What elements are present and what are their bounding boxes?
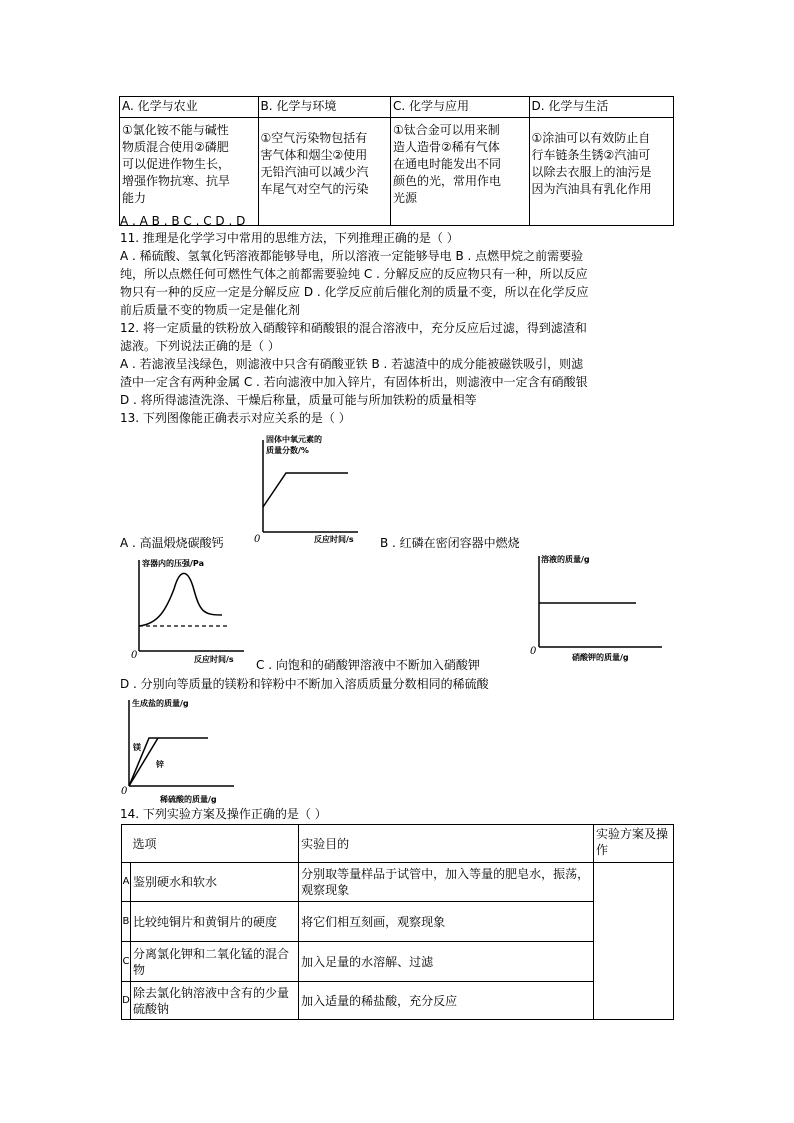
q13-option-b: B . 红磷在密闭容器中燃烧 xyxy=(380,536,520,550)
y-axis-label: 质量分数/% xyxy=(266,446,309,455)
cell-line: 行车链条生锈②汽油可 xyxy=(531,148,651,162)
q14-stem: 14. 下列实验方案及操作正确的是（ ） xyxy=(120,807,327,821)
cell-line: 以除去衣服上的油污是 xyxy=(531,165,652,179)
q11-text: 物只有一种的反应一定是分解反应 D . 化学反应前后催化剂的质量不变，所以在化学反应 xyxy=(120,285,589,299)
y-axis-label: 固体中氧元素的 xyxy=(266,435,322,444)
x-axis-label: 硝酸钾的质量/g xyxy=(572,653,629,662)
origin-label: 0 xyxy=(131,650,138,661)
graph-salt-mass xyxy=(120,694,240,806)
graph-pressure xyxy=(128,554,250,666)
q13-option-d: D . 分别向等质量的镁粉和锌粉中不断加入溶质质量分数相同的稀硫酸 xyxy=(120,677,489,691)
q12-stem: 12. 将一定质量的铁粉放入硝酸锌和硝酸银的混合溶液中，充分反应后过滤，得到滤渣和 xyxy=(120,321,587,335)
x-axis-label: 稀硫酸的质量/g xyxy=(160,795,217,804)
row-label: D xyxy=(122,982,131,1020)
x-axis-label: 反应时间/s xyxy=(314,535,354,544)
row-label: A xyxy=(122,863,131,902)
cell-line: 能力 xyxy=(122,191,147,205)
header-life: D. 化学与生活 xyxy=(529,97,673,118)
y-axis-label: 生成盐的质量/g xyxy=(132,699,189,708)
q11-text: 纯，所以点燃任何可燃性气体之前都需要验纯 C . 分解反应的反应物只有一种，所以反应 xyxy=(120,267,588,281)
cell-line: 害气体和烟尘②使用 xyxy=(260,148,368,162)
cell-line: ①空气污染物包括有 xyxy=(260,131,368,145)
q13-stem: 13. 下列图像能正确表示对应关系的是（ ） xyxy=(120,411,351,425)
cell-line: 车尾气对空气的污染 xyxy=(260,182,369,196)
row-label: B xyxy=(122,902,131,942)
q10-options: A . A B . B C . C D . D xyxy=(120,214,246,228)
cell-line: 因为汽油具有乳化作用 xyxy=(531,182,652,196)
options-table xyxy=(119,96,674,226)
cell-agriculture xyxy=(120,118,259,226)
method-cell-empty xyxy=(593,863,673,1020)
cell-line: 造人造骨②稀有气体 xyxy=(393,140,500,154)
cell-line: 在通电时能发出不同 xyxy=(393,157,502,171)
x-axis-label: 反应时间/s xyxy=(194,655,234,664)
cell-line: ①涂油可以有效防止自 xyxy=(531,131,651,145)
cell-line: 无铅汽油可以减少汽 xyxy=(260,165,369,179)
y-axis-label: 溶液的质量/g xyxy=(541,555,590,564)
magnesium-label: 镁 xyxy=(133,743,141,752)
header-purpose: 实验目的 xyxy=(299,825,594,863)
cell-line: 增强作物抗寒、抗旱 xyxy=(122,174,231,188)
q12-text: A . 若滤液呈浅绿色，则滤液中只含有硝酸亚铁 B . 若滤渣中的成分能被磁铁吸引，则滤 xyxy=(120,357,584,371)
q12-text: D . 将所得滤渣洗涤、干燥后称量，质量可能与所加铁粉的质量相等 xyxy=(120,393,477,407)
cell-line: 物质混合使用②磷肥 xyxy=(122,140,229,154)
q13-option-a: A . 高温煅烧碳酸钙 xyxy=(120,536,224,550)
cell-line: ①氯化铵不能与碱性 xyxy=(122,123,229,137)
header-application: C. 化学与应用 xyxy=(391,97,530,118)
graph-solution-mass xyxy=(528,550,664,662)
cell-life xyxy=(529,118,673,226)
row-option: 鉴别硬水和软水 xyxy=(130,863,298,902)
origin-label: 0 xyxy=(530,646,537,657)
cell-application xyxy=(391,118,530,226)
header-option: 选项 xyxy=(130,825,298,863)
pressure-curve xyxy=(139,573,222,626)
cell-line: ①钛合金可以用来制 xyxy=(393,123,500,137)
header-method: 实验方案及操作 xyxy=(593,825,673,863)
row-option: 除去氯化钠溶液中含有的少量硫酸钠 xyxy=(130,982,298,1020)
q11-text: 前后质量不变的物质一定是催化剂 xyxy=(120,303,301,317)
row-purpose: 加入适量的稀盐酸，充分反应 xyxy=(299,982,594,1020)
experiment-table xyxy=(121,824,674,1020)
cell-line: 可以促进作物生长， xyxy=(122,157,231,171)
q13-option-c: C . 向饱和的硝酸钾溶液中不断加入硝酸钾 xyxy=(256,658,480,672)
row-purpose: 加入足量的水溶解、过滤 xyxy=(299,942,594,982)
row-option: 分离氯化钾和二氧化锰的混合物 xyxy=(130,942,298,982)
q12-stem: 滤液。下列说法正确的是（ ） xyxy=(120,339,280,353)
header-environment: B. 化学与环境 xyxy=(258,97,390,118)
cell-line: 颜色的光，常用作电 xyxy=(393,174,502,188)
row-purpose: 分别取等量样品于试管中，加入等量的肥皂水，振荡，观察现象 xyxy=(299,863,594,902)
cell-environment xyxy=(258,118,390,226)
q12-text: 渣中一定含有两种金属 C . 若向滤液中加入锌片，有固体析出，则滤液中一定含有硝酸银 xyxy=(120,375,588,389)
curve xyxy=(263,473,348,507)
q11-stem: 11. 推理是化学学习中常用的思维方法，下列推理正确的是（ ） xyxy=(120,231,459,245)
row-option: 比较纯铜片和黄铜片的硬度 xyxy=(130,902,298,942)
zinc-label: 锌 xyxy=(156,760,164,769)
y-axis-label: 容器内的压强/Pa xyxy=(142,559,204,568)
row-label: C xyxy=(122,942,131,982)
graph-oxygen-fraction xyxy=(250,432,360,544)
row-purpose: 将它们相互刻画，观察现象 xyxy=(299,902,594,942)
cell-line: 光源 xyxy=(393,191,418,205)
q11-text: A . 稀硫酸、氢氧化钙溶液都能够导电，所以溶液一定能够导电 B . 点燃甲烷之前需要验 xyxy=(120,249,584,263)
origin-label: 0 xyxy=(121,786,128,797)
origin-label: 0 xyxy=(254,534,261,544)
header-agriculture: A. 化学与农业 xyxy=(120,97,259,118)
